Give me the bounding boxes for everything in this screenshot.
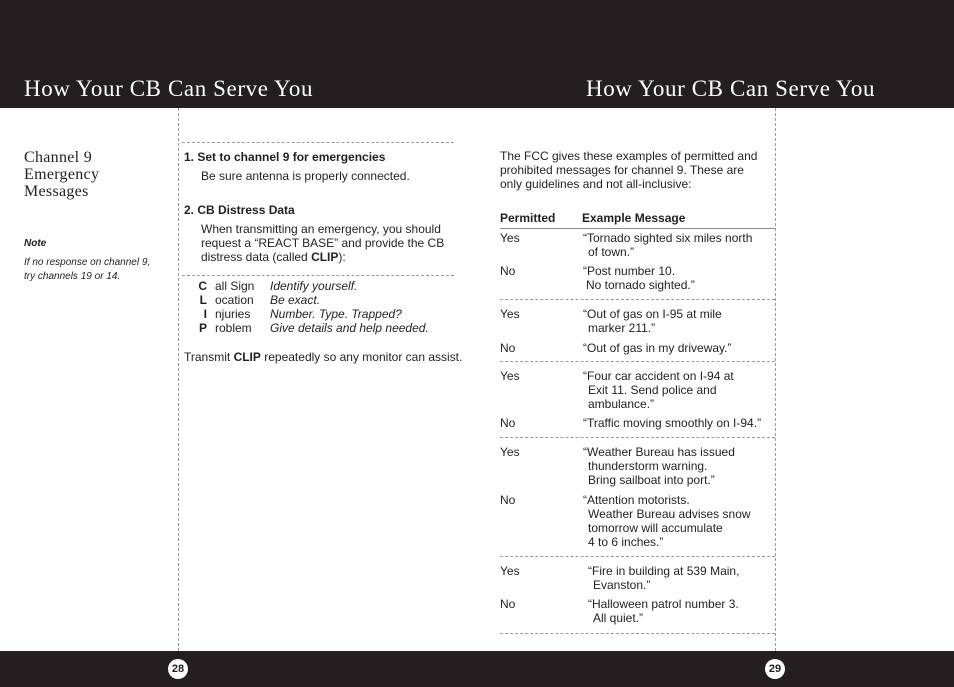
clip-word: ocation xyxy=(215,293,254,307)
verdict-no: No xyxy=(500,416,516,430)
clip-word: njuries xyxy=(215,307,251,321)
section-title: Channel 9 Emergency Messages xyxy=(24,149,100,200)
divider xyxy=(500,361,775,362)
example-message: “Fire in building at 539 Main, Evanston.” xyxy=(588,564,740,592)
right-column-divider xyxy=(775,108,776,651)
example-message: “Traffic moving smoothly on I-94.” xyxy=(583,416,762,430)
divider xyxy=(500,299,775,300)
verdict-yes: Yes xyxy=(500,445,520,459)
right-page-number: 29 xyxy=(765,659,785,679)
verdict-yes: Yes xyxy=(500,231,520,245)
divider xyxy=(500,633,775,634)
divider xyxy=(182,142,454,143)
header-bar xyxy=(0,0,954,108)
clip-description: Identify yourself. xyxy=(270,279,358,293)
left-column-divider xyxy=(178,108,179,651)
step1-body: Be sure antenna is properly connected. xyxy=(201,169,410,183)
step2-heading: 2. CB Distress Data xyxy=(184,203,295,217)
example-message: “Tornado sighted six miles north of town.” xyxy=(583,231,753,259)
step1-heading: 1. Set to channel 9 for emergencies xyxy=(184,150,386,164)
example-message: “Out of gas in my driveway.” xyxy=(583,341,732,355)
clip-letter: P xyxy=(198,321,207,335)
example-message: “Attention motorists. Weather Bureau advises snow tomorrow will accumulate 4 to 6 inches.” xyxy=(583,493,751,549)
clip-letter: L xyxy=(199,293,207,307)
divider xyxy=(182,275,454,276)
verdict-yes: Yes xyxy=(500,564,520,578)
verdict-yes: Yes xyxy=(500,369,520,383)
example-message: “Out of gas on I-95 at mile marker 211.” xyxy=(583,307,722,335)
clip-letter: I xyxy=(203,307,207,321)
clip-description: Give details and help needed. xyxy=(270,321,429,335)
example-message: “Halloween patrol number 3. All quiet.” xyxy=(588,597,739,625)
clip-letter: C xyxy=(198,279,207,293)
right-page-title: How Your CB Can Serve You xyxy=(586,76,876,101)
note-label: Note xyxy=(24,238,47,249)
example-message: “Four car accident on I-94 at Exit 11. Send police and ambulance.” xyxy=(583,369,734,411)
left-page-number: 28 xyxy=(168,659,188,679)
clip-word: roblem xyxy=(215,321,252,335)
step2-body: When transmitting an emergency, you should request a “REACT BASE” and provide the CB distress data (called CLIP): xyxy=(201,222,445,264)
column-header-permitted: Permitted xyxy=(500,211,556,225)
column-header-example: Example Message xyxy=(582,211,686,225)
note-text: If no response on channel 9, try channels 19 or 14. xyxy=(24,257,151,282)
verdict-yes: Yes xyxy=(500,307,520,321)
footer-bar xyxy=(0,651,954,687)
example-message: “Weather Bureau has issued thunderstorm warning. Bring sailboat into port.” xyxy=(583,445,735,487)
clip-description: Number. Type. Trapped? xyxy=(270,307,402,321)
example-message: “Post number 10. No tornado sighted.” xyxy=(583,264,695,292)
verdict-no: No xyxy=(500,493,516,507)
transmit-instruction: Transmit CLIP repeatedly so any monitor can assist. xyxy=(184,350,463,364)
divider xyxy=(500,437,775,438)
verdict-no: No xyxy=(500,341,516,355)
table-header-rule xyxy=(500,228,775,229)
clip-description: Be exact. xyxy=(270,293,321,307)
fcc-intro: The FCC gives these examples of permitted and prohibited messages for channel 9. These are only guidelines and not all-inclusive: xyxy=(500,149,758,191)
left-page-title: How Your CB Can Serve You xyxy=(24,76,314,101)
verdict-no: No xyxy=(500,264,516,278)
divider xyxy=(500,556,775,557)
verdict-no: No xyxy=(500,597,516,611)
clip-word: all Sign xyxy=(215,279,255,293)
